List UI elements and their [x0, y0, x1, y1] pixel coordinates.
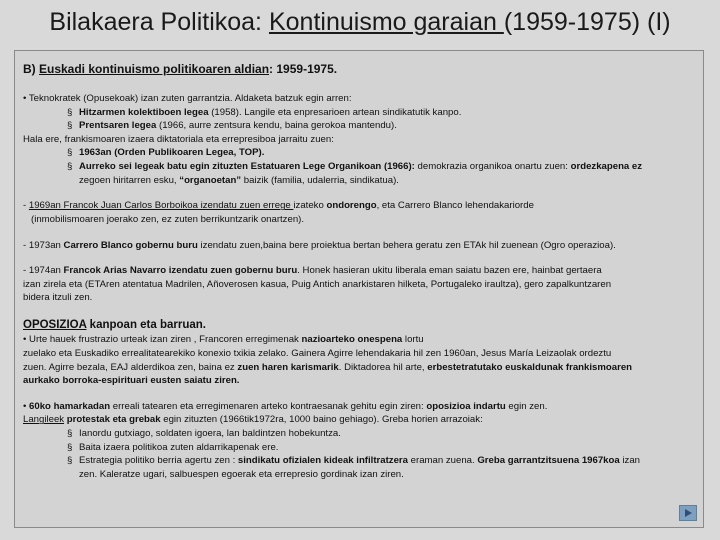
sixties-line-2 [23, 413, 695, 427]
sixties-bold: 60ko hamarkadan [29, 400, 111, 412]
content-panel [14, 50, 704, 528]
section-b-label: B) [23, 62, 39, 76]
slide-title [0, 8, 720, 37]
exile-l3-rest: . Diktadorea hil arte, [338, 361, 428, 373]
sixties-rest: erreali tatearen eta erregimenaren arteko kontraesanak gehitu egin ziren: [110, 400, 427, 412]
next-slide-icon[interactable] [679, 505, 697, 521]
sixties-pre: • [23, 400, 30, 412]
arias-pre: - 1974an [23, 265, 64, 277]
strategy-rest: eraman zuena. [408, 455, 478, 467]
juan-carlos-mid: izateko [293, 200, 327, 212]
reason-item-3-cont: zen. Kaleratze ugari, salbuespen egoerak eta errepresio gordinak izan ziren. [79, 468, 404, 480]
exile-line-1 [23, 333, 695, 347]
collective-agreements-desc: (1958). Langile eta enpresarioen artean sindikatutik kanpo. [208, 106, 462, 118]
carrero-bold: Carrero Blanco gobernu buru [63, 239, 198, 251]
title-suffix: (1959-1975) (I) [503, 8, 671, 36]
collective-agreements-law: Hitzarmen kolektiboen legea [79, 106, 209, 118]
section-b-underlined: Euskadi kontinuismo politikoaren aldian [39, 62, 270, 76]
organic-law-desc: demokrazia organikoa onartu zuen: [414, 161, 571, 173]
arias-line-1 [23, 264, 695, 278]
juan-carlos-underlined: 1969an Francok Juan Carlos Borboikoa izendatu zuen errege [28, 200, 294, 212]
reason-item-1: § Ianordu gutxiago, soldaten igoera, lan baldintzen hobekuntza. [23, 427, 695, 441]
collective-agreements-item [23, 106, 695, 120]
opposition-underlined: OPOSIZIOA [23, 318, 87, 331]
arias-line-2: izan zirela eta (ETAren atentatua Madrilen, Añoverosen kasua, Puig Antich anarkistaren hilketa, Portugaleko iraultza), gero zapalkuntzaren [23, 278, 612, 290]
strategy-pre: Estrategia politiko berria agertu zen : [79, 455, 238, 467]
strategy-rest2: izan [619, 455, 640, 467]
exile-line-2: zuelako eta Euskadiko errealitatearekiko konexio txikia zelako. Gainera Agirre lehendakaria hil zen 1960an, Jesus María Leizaolak ordeztu [23, 347, 612, 359]
juan-carlos-line-2: (inmobilismoaren joerako zen, ez zuten berrikuntzarik onartzen). [31, 213, 305, 225]
exile-rest: lortu [402, 334, 424, 346]
carrero-block [23, 239, 695, 253]
section-b-heading [23, 61, 695, 78]
carrero-pre: - 1973an [23, 239, 64, 251]
arias-block [23, 264, 695, 305]
sixties-line-1 [23, 400, 695, 414]
dash: - [23, 200, 29, 212]
organic-law-item [23, 160, 695, 174]
exile-l3-bold: zuen haren karismarik [237, 361, 339, 373]
press-law-desc: (1966, aurre zentsura kendu, baina gerokoa mantendu). [156, 120, 397, 132]
organic-law-cont-bold: “organoetan” [179, 174, 242, 186]
dictatorial-line: Hala ere, frankismoaren izaera diktatoriala eta errepresiboa jarraitu zuen: [23, 133, 334, 145]
strategy-bold2: Greba garrantzitsuena 1967koa [477, 455, 620, 467]
top-law: 1963an (Orden Publikoaren Legea, TOP). [79, 147, 265, 159]
opposition-heading [23, 317, 695, 333]
exile-block [23, 333, 695, 387]
opposition-rest: kanpoan eta barruan. [86, 318, 206, 331]
sixties-rest2: egin zen. [505, 400, 548, 412]
exile-l3-pre: zuen. Agirre bezala, EAJ alderdikoa zen, baina ez [23, 361, 238, 373]
exile-pre: • Urte hauek frustrazio urteak izan ziren , Francoren erregimenak [23, 334, 302, 346]
title-prefix: Bilakaera Politikoa: [49, 8, 263, 36]
juan-carlos-line [23, 199, 695, 213]
sixties-block [23, 400, 695, 482]
strikes-bold: protestak eta grebak [64, 414, 161, 426]
exile-bold: nazioarteko onespena [301, 334, 403, 346]
top-item [23, 146, 695, 160]
reason-item-3 [23, 454, 695, 468]
arias-bold: Francok Arias Navarro izendatu zuen gobernu buru [63, 265, 298, 277]
technocrats-block [23, 92, 695, 187]
organic-law-cont [23, 174, 695, 188]
juan-carlos-rest: , eta Carrero Blanco lehendakariorde [376, 200, 534, 212]
section-b-rest: : 1959-1975. [269, 62, 338, 76]
organic-law-cont-rest: baizik (familia, udalerria, sindikatua). [241, 174, 399, 186]
organic-law-bold: ordezkapena ez [570, 161, 643, 173]
title-underlined: Kontinuismo garaian [268, 8, 504, 36]
juan-carlos-block [23, 199, 695, 226]
arias-rest: . Honek hasieran ukitu liberala eman saiatu bazen ere, hainbat gertaera [297, 265, 602, 277]
strikes-rest: egin zituzten (1966tik1972ra, 1000 baino gehiago). Greba horien arrazoiak: [160, 414, 483, 426]
reason-item-2: § Baita izaera politikoa zuten aldarrikapenak ere. [23, 441, 695, 455]
strategy-bold: sindikatu ofizialen kideak infiltratzera [237, 455, 408, 467]
exile-l3-bold2: erbestetratutako euskaldunak frankismoaren [427, 361, 633, 373]
sixties-bold2: oposizioa indartu [426, 400, 506, 412]
arias-line-3: bidera itzuli zen. [23, 292, 93, 304]
exile-line-3 [23, 361, 695, 375]
carrero-line [23, 239, 695, 253]
carrero-rest: izendatu zuen,baina bere proiektua bertan behera geratu zen ETAk hil zuenean (Ogro operazioa). [197, 239, 616, 251]
organic-law-cont-pre: zegoen hiritarren esku, [79, 174, 180, 186]
press-law: Prentsaren legea [79, 120, 157, 132]
workers-underlined: Langileek [23, 414, 65, 426]
juan-carlos-bold: ondorengo [326, 200, 377, 212]
press-law-item [23, 119, 695, 133]
technocrats-line: • Teknokratek (Opusekoak) izan zuten garrantzia. Aldaketa batzuk egin arren: [23, 93, 352, 105]
organic-law: Aurreko sei legeak batu egin zituzten Estatuaren Lege Organikoan (1966): [79, 161, 415, 173]
exile-line-4: aurkako borroka-espirituari eusten saiatu ziren. [23, 375, 240, 387]
